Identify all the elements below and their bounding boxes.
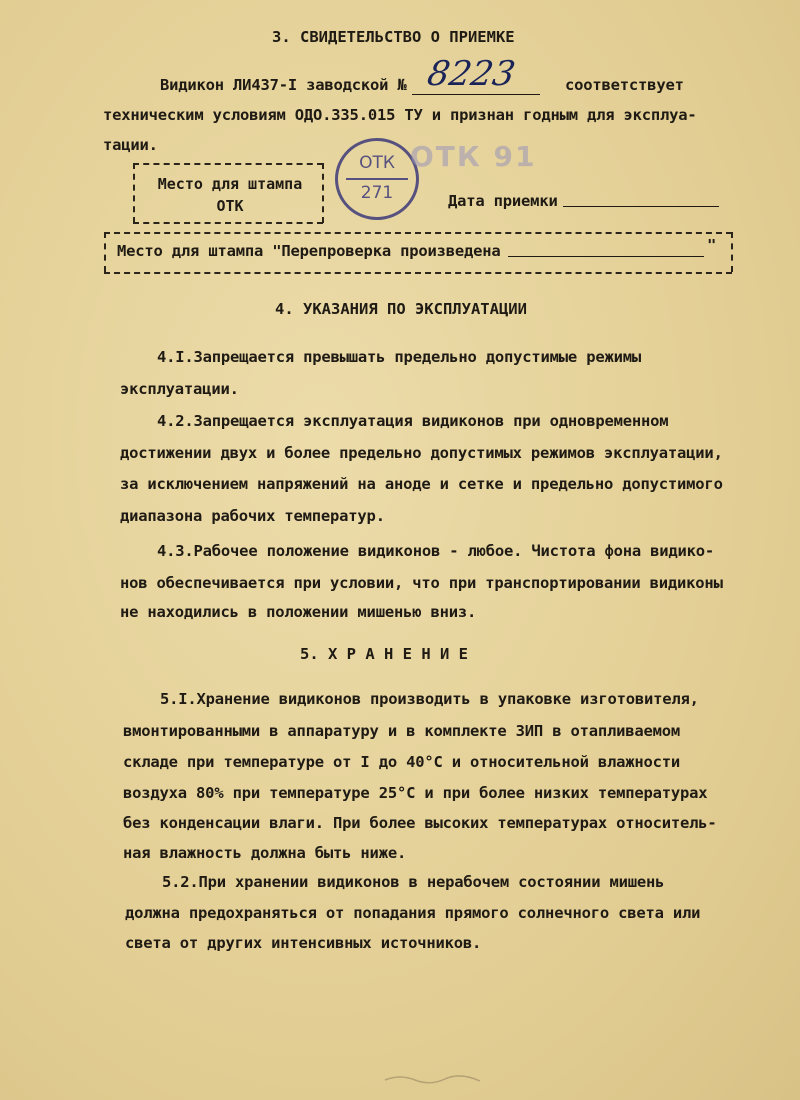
recheck-closing-quote: " xyxy=(707,236,717,254)
para-5-1-line-2: вмонтированными в аппаратуру и в комплекте ЗИП в отапливаемом xyxy=(123,722,681,740)
vidicon-line-suffix: соответствует xyxy=(565,76,684,94)
recheck-label: Место для штампа "Перепроверка произведена xyxy=(117,242,501,260)
para-5-2-line-2: должна предохраняться от попадания прямого солнечного света или xyxy=(125,904,701,922)
otk-round-stamp xyxy=(335,138,419,220)
serial-number-handwritten: 8223 xyxy=(424,54,519,94)
para-4-2-line-3: за исключением напряжений на аноде и сетке и предельно допустимого xyxy=(120,475,723,493)
stamp-box-label-1: Место для штампа xyxy=(157,175,303,193)
section-4-heading: 4. УКАЗАНИЯ ПО ЭКСПЛУАТАЦИИ xyxy=(275,300,527,318)
otk-stamp-text: ОТК xyxy=(359,153,395,173)
para-4-2-line-4: диапазона рабочих температур. xyxy=(120,507,385,525)
vidicon-line-prefix: Видикон ЛИ437-I заводской № xyxy=(160,76,407,94)
stamp-box-label-2: ОТК xyxy=(216,197,244,215)
specs-line-end: тации. xyxy=(103,136,158,154)
para-4-2-line-2: достижении двух и более предельно допустимых режимов эксплуатации, xyxy=(120,444,723,462)
para-5-2-line-3: света от других интенсивных источников. xyxy=(125,934,482,952)
serial-number-underline xyxy=(412,94,540,95)
para-5-1-line-5: без конденсации влаги. При более высоких температурах относитель- xyxy=(123,814,717,832)
para-4-2-line-1: 4.2.Запрещается эксплуатация видиконов при одновременном xyxy=(157,412,669,430)
para-4-3-line-1: 4.3.Рабочее положение видиконов - любое. Чистота фона видико- xyxy=(157,542,715,560)
para-5-1-line-6: ная влажность должна быть ниже. xyxy=(123,844,407,862)
specs-line: техническим условиям ОДО.335.015 ТУ и признан годным для эксплуа- xyxy=(103,106,697,124)
para-4-1-line-1: 4.I.Запрещается превышать предельно допустимые режимы xyxy=(157,348,641,366)
recheck-line xyxy=(508,256,704,257)
otk-stamp-number: 271 xyxy=(360,183,394,203)
para-5-1-line-1: 5.I.Хранение видиконов производить в упаковке изготовителя, xyxy=(160,690,699,708)
para-5-1-line-4: воздуха 80% при температуре 25°С и при более низких температурах xyxy=(123,784,708,802)
para-5-2-line-1: 5.2.При хранении видиконов в нерабочем состоянии мишень xyxy=(162,873,665,891)
acceptance-date-line xyxy=(563,206,719,207)
ink-smudge-mark xyxy=(380,1068,490,1088)
para-4-3-line-2: нов обеспечивается при условии, что при транспортировании видиконы xyxy=(120,574,723,592)
para-5-1-line-3: складе при температуре от I до 40°С и относительной влажности xyxy=(123,753,681,771)
section-3-heading: 3. СВИДЕТЕЛЬСТВО О ПРИЕМКЕ xyxy=(272,28,515,46)
otk-faint-stamp: ОТК 91 xyxy=(410,140,537,173)
section-5-heading: 5. Х Р А Н Е Н И Е xyxy=(300,645,468,663)
para-4-3-line-3: не находились в положении мишенью вниз. xyxy=(120,603,477,621)
acceptance-date-label: Дата приемки xyxy=(448,192,558,210)
para-4-1-line-2: эксплуатации. xyxy=(120,380,239,398)
